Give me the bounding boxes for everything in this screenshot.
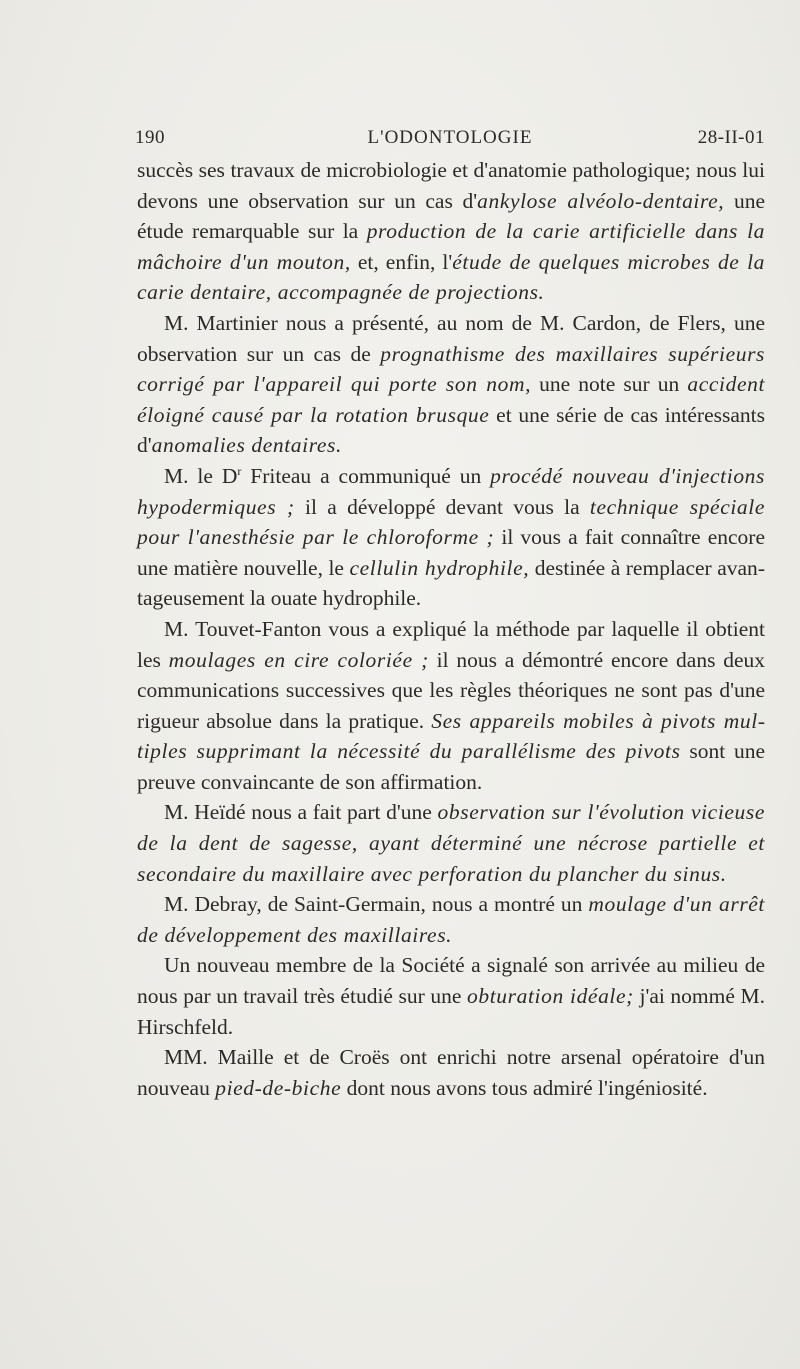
text-run: une étude remarquable sur la xyxy=(137,188,765,244)
text-run: succès ses travaux de microbiologie et d'anatomie pathologique; nous lui devons une observation sur un cas d' xyxy=(137,158,765,213)
italic-phrase: anomalies dentaires. xyxy=(151,433,342,458)
text-run: il nous a démontré encore dans deux communications successives que les règles théoriques ne sont pas d'une rigueur absolue dans la pratique. xyxy=(137,647,765,733)
text-run: Un nouveau membre de la Société a signalé son arrivée au milieu de nous par un travail très étudié sur une xyxy=(137,953,765,1009)
superscript: r xyxy=(237,463,242,478)
page-body-text xyxy=(137,155,765,1103)
text-run: et, enfin, l' xyxy=(350,249,453,274)
text-run: dont nous avons tous admiré l'ingéniosité. xyxy=(341,1075,708,1100)
paragraph xyxy=(137,461,765,614)
text-run: destinée à remplacer avantageusement la ouate hydrophile. xyxy=(137,555,765,611)
text-run: M. Debray, de Saint-Germain, nous a montré un xyxy=(164,892,589,917)
text-run: M. Martinier nous a présenté, au nom de M. Cardon, de Flers, une observation sur un cas de xyxy=(137,310,765,366)
italic-phrase: technique spéciale pour l'anesthésie par le chloroforme ; xyxy=(137,494,765,550)
text-run: et une série de cas intéressants d' xyxy=(137,402,765,458)
italic-phrase: pied-de-biche xyxy=(215,1075,342,1100)
italic-phrase: observation sur l'évolution vicieuse de la dent de sagesse, ayant déterminé une nécrose partielle et secondaire du maxillaire avec perforation du plancher du sinus. xyxy=(137,800,765,886)
text-run: M. Touvet-Fanton vous a expliqué la méthode par laquelle il obtient les xyxy=(137,616,765,672)
paragraph xyxy=(137,155,765,308)
text-run: il vous a fait connaître encore une matière nouvelle, le xyxy=(137,525,765,580)
italic-phrase: étude de quelques microbes de la carie dentaire, accompagnée de projections. xyxy=(137,249,766,305)
paragraph xyxy=(137,889,765,950)
paragraph xyxy=(137,1042,765,1103)
italic-phrase: cellulin hydrophile, xyxy=(349,555,530,580)
text-run: MM. Maille et de Croës ont enrichi notre arsenal opératoire d'un nouveau xyxy=(137,1045,765,1100)
italic-phrase: procédé nouveau d'injections hypodermiques ; xyxy=(137,463,765,519)
text-run: M. le D xyxy=(164,463,238,488)
paragraph xyxy=(137,797,765,889)
text-run: il a développé devant vous la xyxy=(294,494,590,519)
page-number: 190 xyxy=(135,127,165,148)
text-run: j'ai nommé M. Hirschfeld. xyxy=(137,984,765,1039)
text-run: sont une preuve convaincante de son affirmation. xyxy=(137,739,765,794)
running-title: L'ODONTOLOGIE xyxy=(367,127,533,148)
italic-phrase: accident éloigné causé par la rotation brusque xyxy=(137,372,766,427)
italic-phrase: obturation idéale; xyxy=(467,984,634,1009)
text-run: une note sur un xyxy=(531,372,688,397)
issue-date: 28-II-01 xyxy=(697,127,765,148)
paragraph xyxy=(137,950,765,1042)
italic-phrase: moulages en cire coloriée ; xyxy=(168,647,429,672)
text-run: M. Heïdé nous a fait part d'une xyxy=(164,800,438,825)
paragraph xyxy=(137,614,765,798)
italic-phrase: moulage d'un arrêt de développement des maxillaires. xyxy=(137,892,766,947)
italic-phrase: ankylose alvéolo-dentaire, xyxy=(477,188,725,213)
text-run: Friteau a communiqué un xyxy=(241,463,491,488)
italic-phrase: prognathisme des maxillaires supérieurs corrigé par l'appareil qui porte son nom, xyxy=(137,341,765,397)
paragraph xyxy=(137,308,765,461)
italic-phrase: production de la carie artificielle dans la mâchoire d'un mouton, xyxy=(137,219,766,274)
running-header xyxy=(135,127,765,153)
italic-phrase: Ses appareils mobiles à pivots multiples supprimant la nécessité du parallélisme des pivots xyxy=(137,708,765,764)
